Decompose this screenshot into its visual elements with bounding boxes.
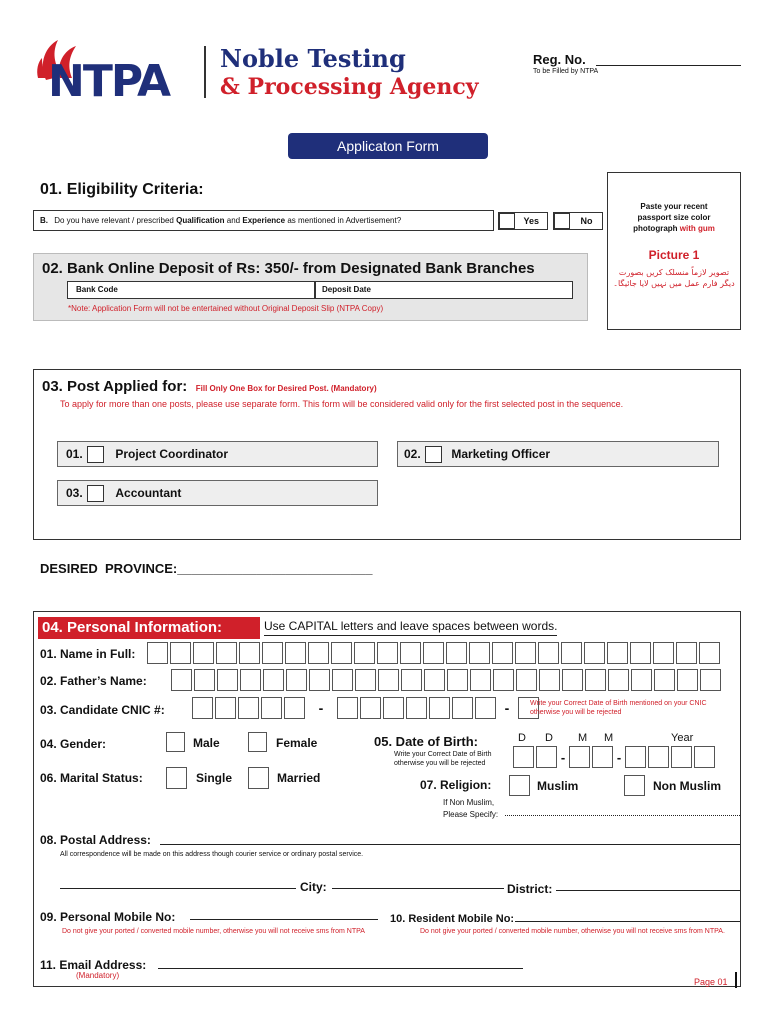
bank-code-label: Bank Code: [76, 285, 118, 294]
name-cell[interactable]: [699, 642, 720, 664]
dob-m2-caption: M: [604, 732, 614, 744]
postal-label: 08. Postal Address:: [40, 833, 151, 847]
photo-box[interactable]: [607, 172, 741, 330]
postal-address-field[interactable]: [160, 832, 740, 845]
bank-code-field[interactable]: [67, 281, 315, 299]
question-part1: Do you have relevant / prescribed: [54, 216, 174, 225]
dob-dash-2: -: [616, 749, 622, 765]
yes-label: Yes: [523, 216, 540, 226]
dob-dash-1: -: [560, 749, 566, 765]
photo-urdu-line1: تصویر لازماً منسلک کریں بصورت: [618, 268, 730, 277]
name-cell[interactable]: [584, 642, 605, 664]
section3-heading: 03. Post Applied for:: [42, 378, 188, 395]
cnic-cell[interactable]: [215, 697, 236, 719]
post-number-3: 03.: [66, 486, 83, 500]
cnic-cell[interactable]: [192, 697, 213, 719]
dob-day-cell[interactable]: [536, 746, 557, 768]
female-label: Female: [276, 736, 318, 750]
father-name-cell[interactable]: [585, 669, 606, 691]
logo-divider: [204, 46, 206, 98]
name-cell[interactable]: [469, 642, 490, 664]
question-prefix: B.: [40, 216, 48, 225]
dob-year-caption: Year: [671, 732, 694, 744]
logo-text: NTPA: [48, 56, 170, 107]
cnic-cell[interactable]: [383, 697, 404, 719]
non-muslim-note-line2: Please Specify:: [443, 810, 499, 819]
no-label: No: [580, 216, 593, 226]
muslim-checkbox[interactable]: [509, 775, 530, 796]
name-cell[interactable]: [216, 642, 237, 664]
name-cell[interactable]: [239, 642, 260, 664]
no-option[interactable]: [553, 212, 603, 230]
father-name-cell[interactable]: [309, 669, 330, 691]
cnic-cell[interactable]: [238, 697, 259, 719]
father-name-cell[interactable]: [263, 669, 284, 691]
father-name-label: 02. Father’s Name:: [40, 674, 147, 688]
name-cell[interactable]: [262, 642, 283, 664]
cnic-cell[interactable]: [360, 697, 381, 719]
dob-label: 05. Date of Birth:: [374, 734, 479, 749]
post-title-3: Accountant: [115, 486, 182, 500]
photo-instruction-3-row: [608, 223, 740, 234]
question-bold1: Qualification: [176, 216, 225, 225]
name-cell[interactable]: [377, 642, 398, 664]
cnic-label: 03. Candidate CNIC #:: [40, 703, 165, 717]
resident-mobile-note: Do not give your ported / converted mobile number, otherwise you will not receive sms from NTPA.: [420, 928, 725, 935]
male-checkbox[interactable]: [166, 732, 185, 752]
section1-heading: 01. Eligibility Criteria:: [40, 181, 204, 198]
yes-option[interactable]: [498, 212, 548, 230]
dob-m1-caption: M: [578, 732, 588, 744]
father-name-cell[interactable]: [677, 669, 698, 691]
section3-instruction: To apply for more than one posts, please use separate form. This form will be considered valid only for the first selected post in the sequence.: [60, 399, 624, 409]
yes-checkbox[interactable]: [499, 213, 515, 229]
father-name-input-grid[interactable]: [171, 669, 721, 691]
question-part2: as mentioned in Advertisement?: [287, 216, 402, 225]
father-name-cell[interactable]: [631, 669, 652, 691]
post-number-2: 02.: [404, 447, 421, 461]
father-name-cell[interactable]: [401, 669, 422, 691]
deposit-date-label: Deposit Date: [322, 285, 371, 294]
dob-year-cell[interactable]: [694, 746, 715, 768]
cnic-dash-1: -: [318, 700, 324, 716]
name-cell[interactable]: [561, 642, 582, 664]
marital-label: 06. Marital Status:: [40, 771, 143, 785]
photo-urdu-line2: دیگر فارم عمل میں نہیں لایا جائیگا۔: [613, 279, 735, 288]
name-cell[interactable]: [492, 642, 513, 664]
post-checkbox-2[interactable]: [425, 446, 442, 463]
gender-label: 04. Gender:: [40, 737, 107, 751]
ntpa-logo: [36, 38, 196, 107]
photo-instruction-1: Paste your recent: [640, 202, 708, 211]
dob-year-cell[interactable]: [625, 746, 646, 768]
single-checkbox[interactable]: [166, 767, 187, 789]
father-name-cell[interactable]: [447, 669, 468, 691]
father-name-cell[interactable]: [286, 669, 307, 691]
father-name-cell[interactable]: [654, 669, 675, 691]
form-title: Applicaton Form: [337, 138, 439, 154]
reg-no-field[interactable]: [596, 52, 741, 66]
dob-note: [394, 750, 492, 768]
father-name-cell[interactable]: [470, 669, 491, 691]
name-cell[interactable]: [676, 642, 697, 664]
cnic-cell[interactable]: [452, 697, 473, 719]
name-cell[interactable]: [147, 642, 168, 664]
father-name-cell[interactable]: [562, 669, 583, 691]
resident-mobile-field[interactable]: [515, 909, 740, 922]
city-field[interactable]: [332, 876, 504, 889]
deposit-date-field[interactable]: [315, 281, 573, 299]
dob-month-cell[interactable]: [569, 746, 590, 768]
dob-d2-caption: D: [545, 732, 553, 744]
name-cell[interactable]: [538, 642, 559, 664]
post-option-2[interactable]: [397, 441, 719, 467]
cnic-note-line1: Write your Correct Date of Birth mentioned on your CNIC: [530, 700, 707, 707]
cnic-dash-2: -: [504, 700, 510, 716]
resident-mobile-label: 10. Resident Mobile No:: [390, 913, 515, 925]
district-label: District:: [507, 882, 553, 896]
name-cell[interactable]: [354, 642, 375, 664]
name-cell[interactable]: [308, 642, 329, 664]
post-checkbox-1[interactable]: [87, 446, 104, 463]
cnic-cell[interactable]: [475, 697, 496, 719]
father-name-cell[interactable]: [700, 669, 721, 691]
section3-heading-row: [42, 378, 377, 396]
religion-label: 07. Religion:: [420, 778, 492, 792]
name-cell[interactable]: [170, 642, 191, 664]
photo-instruction-3: photograph: [633, 224, 678, 233]
father-name-cell[interactable]: [332, 669, 353, 691]
post-option-3[interactable]: [57, 480, 378, 506]
email-field[interactable]: [158, 956, 523, 969]
father-name-cell[interactable]: [217, 669, 238, 691]
eligibility-question-box: [33, 210, 494, 231]
post-option-1[interactable]: [57, 441, 378, 467]
cnic-cell[interactable]: [261, 697, 282, 719]
postal-note: All correspondence will be made on this address though courier service or ordinary postal service.: [60, 851, 364, 858]
female-checkbox[interactable]: [248, 732, 267, 752]
city-label: City:: [300, 880, 327, 894]
post-checkbox-3[interactable]: [87, 485, 104, 502]
province-field[interactable]: ___________________________: [177, 561, 373, 576]
father-name-cell[interactable]: [608, 669, 629, 691]
dob-note-line1: Write your Correct Date of Birth: [394, 751, 492, 758]
section2-note: *Note: Application Form will not be entertained without Original Deposit Slip (NTPA Copy): [68, 304, 384, 313]
photo-instruction-highlight: with gum: [679, 224, 715, 233]
question-and: and: [226, 216, 241, 225]
cnic-cell[interactable]: [337, 697, 358, 719]
post-title-1: Project Coordinator: [115, 447, 229, 461]
reg-no-label: Reg. No.: [533, 52, 586, 67]
cnic-note: [530, 699, 707, 717]
name-cell[interactable]: [423, 642, 444, 664]
email-note: (Mandatory): [76, 971, 120, 980]
cnic-cell[interactable]: [406, 697, 427, 719]
father-name-cell[interactable]: [424, 669, 445, 691]
reg-no-note: To be Filled by NTPA: [533, 68, 599, 75]
photo-instruction-2: passport size color: [637, 213, 711, 222]
name-cell[interactable]: [653, 642, 674, 664]
page-number: Page 01: [694, 977, 728, 987]
father-name-cell[interactable]: [516, 669, 537, 691]
name-input-grid[interactable]: [147, 642, 720, 664]
name-cell[interactable]: [515, 642, 536, 664]
postal-address-line2[interactable]: [60, 876, 296, 889]
mobile-label: 09. Personal Mobile No:: [40, 910, 176, 924]
father-name-cell[interactable]: [355, 669, 376, 691]
cnic-cell[interactable]: [284, 697, 305, 719]
name-label: 01. Name in Full:: [40, 647, 136, 661]
post-title-2: Marketing Officer: [451, 447, 551, 461]
province-row: [40, 561, 372, 576]
dob-d1-caption: D: [518, 732, 526, 744]
muslim-label: Muslim: [537, 779, 579, 793]
married-label: Married: [277, 771, 321, 785]
non-muslim-note-line1: If Non Muslim,: [443, 798, 495, 807]
male-label: Male: [193, 736, 220, 750]
non-muslim-label: Non Muslim: [653, 779, 721, 793]
dob-note-line2: otherwise you will be rejected: [394, 760, 486, 767]
name-cell[interactable]: [630, 642, 651, 664]
form-title-banner: [288, 133, 488, 159]
name-cell[interactable]: [285, 642, 306, 664]
district-field[interactable]: [556, 878, 740, 891]
father-name-cell[interactable]: [171, 669, 192, 691]
father-name-cell[interactable]: [493, 669, 514, 691]
dob-input-grid[interactable]: [513, 746, 715, 768]
dob-month-cell[interactable]: [592, 746, 613, 768]
name-cell[interactable]: [607, 642, 628, 664]
question-bold2: Experience: [242, 216, 286, 225]
mobile-note: Do not give your ported / converted mobile number, otherwise you will not receive sms from NTPA: [62, 928, 365, 935]
cnic-note-line2: otherwise you will be rejected: [530, 709, 622, 716]
name-cell[interactable]: [446, 642, 467, 664]
father-name-cell[interactable]: [378, 669, 399, 691]
name-cell[interactable]: [193, 642, 214, 664]
non-muslim-note: [443, 797, 498, 821]
province-label: DESIRED PROVINCE:: [40, 561, 178, 576]
section4-instruction: Use CAPITAL letters and leave spaces between words.: [264, 619, 557, 636]
section3-heading-note: Fill Only One Box for Desired Post. (Mandatory): [195, 384, 377, 393]
father-name-cell[interactable]: [194, 669, 215, 691]
non-muslim-specify-field[interactable]: [505, 808, 740, 816]
post-number-1: 01.: [66, 447, 83, 461]
email-label: 11. Email Address:: [40, 958, 147, 972]
cnic-input-grid[interactable]: [192, 697, 539, 719]
section2-heading: 02. Bank Online Deposit of Rs: 350/- from Designated Bank Branches: [42, 260, 535, 277]
org-name-line1: Noble Testing: [220, 44, 406, 73]
page-number-bar: [735, 972, 737, 988]
cnic-cell[interactable]: [429, 697, 450, 719]
dob-year-cell[interactable]: [671, 746, 692, 768]
father-name-cell[interactable]: [240, 669, 261, 691]
dob-day-cell[interactable]: [513, 746, 534, 768]
name-cell[interactable]: [400, 642, 421, 664]
dob-year-cell[interactable]: [648, 746, 669, 768]
mobile-field[interactable]: [190, 907, 378, 920]
section4-heading-banner: [38, 617, 260, 639]
single-label: Single: [196, 771, 233, 785]
no-checkbox[interactable]: [554, 213, 570, 229]
org-name-line2: & Processing Agency: [220, 74, 479, 100]
father-name-cell[interactable]: [539, 669, 560, 691]
section4-heading: 04. Personal Information:: [42, 619, 223, 636]
non-muslim-checkbox[interactable]: [624, 775, 645, 796]
name-cell[interactable]: [331, 642, 352, 664]
photo-label: Picture 1: [648, 248, 700, 262]
married-checkbox[interactable]: [248, 767, 269, 789]
